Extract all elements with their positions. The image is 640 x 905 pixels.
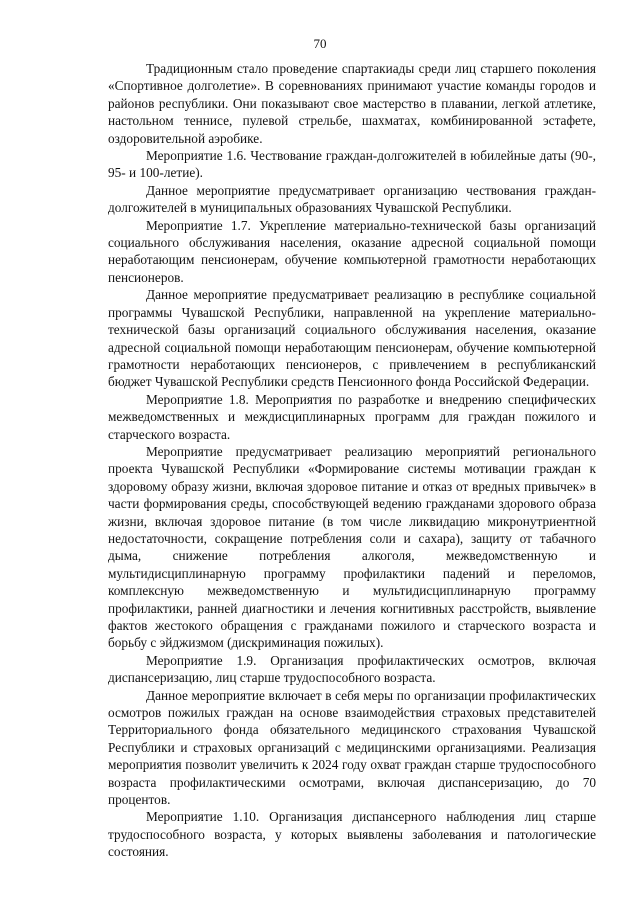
paragraph-measure-1-9: Мероприятие 1.9. Организация профилактических осмотров, включая диспансеризацию, лиц старше трудоспособного возраста. <box>108 652 596 686</box>
paragraph-measure-1-7-description: Данное мероприятие предусматривает реализацию в республике социальной программы Чувашской Республики, направленной на укрепление материально-технической базы организаций социального обслуживания населения, оказание адресной социальной помощи неработающим пенсионерам, обучение компьютерной грамотности неработающих пенсионеров, с привлечением в республиканский бюджет Чувашской Республики средств Пенсионного фонда Российской Федерации. <box>108 287 596 390</box>
paragraph-measure-1-8: Мероприятие 1.8. Мероприятия по разработке и внедрению специфических межведомственных и междисциплинарных программ для граждан пожилого и старческого возраста. <box>108 391 596 442</box>
body-text <box>108 60 596 861</box>
paragraph-measure-1-8-description: Мероприятие предусматривает реализацию мероприятий регионального проекта Чувашской Республики «Формирование системы мотивации граждан к здоровому образу жизни, включая здоровое питание и отказ от вредных привычек» в части формирования среды, способствующей ведению гражданами здорового образа жизни, включая здоровое питание (в том числе ликвидацию микронутриентной недостаточности, сокращение потребления соли и сахара), защиту от табачного дыма, снижение потребления алкоголя, межведомственную и мультидисциплинарную программу профилактики падений и переломов, комплексную межведомственную и мультидисциплинарную программу профилактики, ранней диагностики и лечения когнитивных расстройств, выявление фактов жестокого обращения с гражданами пожилого и старческого возраста и борьбу с эйджизмом (дискриминация пожилых). <box>108 443 596 651</box>
page-number: 70 <box>313 36 327 51</box>
paragraph-measure-1-10: Мероприятие 1.10. Организация диспансерного наблюдения лиц старше трудоспособного возраста, у которых выявлены заболевания и патологические состояния. <box>108 809 596 860</box>
paragraph-measure-1-6-description: Данное мероприятие предусматривает организацию чествования граждан-долгожителей в муниципальных образованиях Чувашской Республики. <box>108 182 596 216</box>
paragraph-measure-1-6: Мероприятие 1.6. Чествование граждан-долгожителей в юбилейные даты (90-, 95- и 100-летие). <box>108 148 596 181</box>
paragraph-measure-1-9-description: Данное мероприятие включает в себя меры по организации профилактических осмотров пожилых граждан на основе взаимодействия страховых представителей Территориального фонда обязательного медицинского страхования Чувашской Республики и страховых организаций с медицинскими организациями. Реализация мероприятия позволит увеличить к 2024 году охват граждан старше трудоспособного возраста профилактическими осмотрами, включая диспансеризацию, до 70 процентов. <box>108 687 596 808</box>
paragraph-measure-1-7: Мероприятие 1.7. Укрепление материально-технической базы организаций социального обслуживания населения, оказание адресной социальной помощи неработающим пенсионерам, обучение компьютерной грамотности неработающих пенсионеров. <box>108 217 596 285</box>
paragraph-sports-contest: Традиционным стало проведение спартакиады среди лиц старшего поколения «Спортивное долголетие». В соревнованиях принимают участие команды городов и районов республики. Они показывают свое мастерство в плавании, легкой атлетике, настольном теннисе, пулевой стрельбе, шахматах, комбинированной эстафете, оздоровительной аэробике. <box>108 61 596 146</box>
